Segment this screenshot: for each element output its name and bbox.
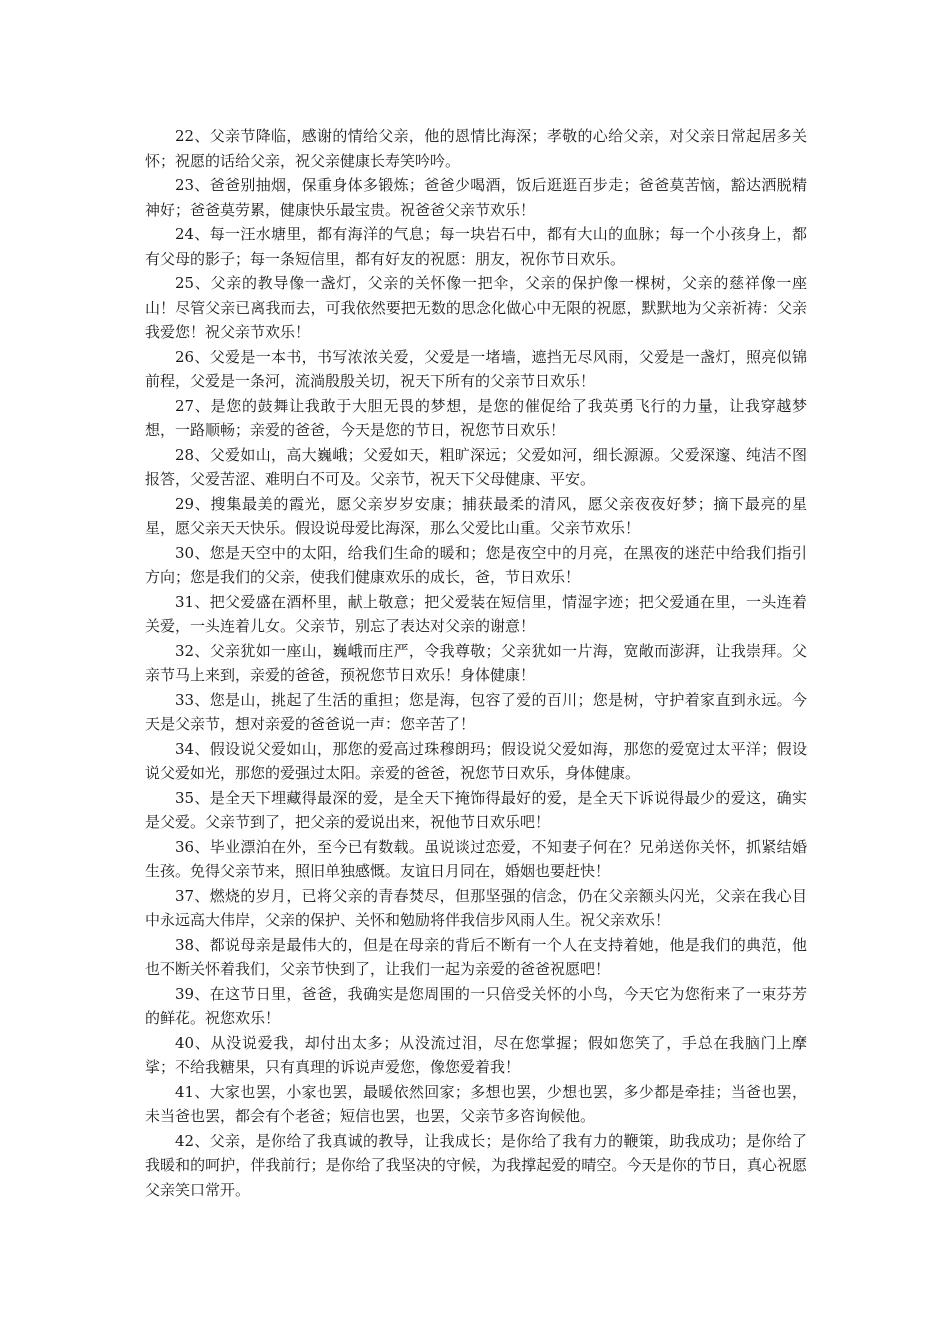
paragraph-25: 25、父亲的教导像一盏灯，父亲的关怀像一把伞，父亲的保护像一棵树，父亲的慈祥像一座山！尽管父亲已离我而去，可我依然要把无数的思念化做心中无限的祝愿，默默地为父亲祈祷：父亲我爱您！祝父亲节欢乐！ [145,274,807,341]
paragraph-24: 24、每一汪水塘里，都有海洋的气息；每一块岩石中，都有大山的血脉；每一个小孩身上，都有父母的影子；每一条短信里，都有好友的祝愿：朋友，祝你节日欢乐。 [145,225,807,268]
paragraph-29: 29、搜集最美的霞光，愿父亲岁岁安康；捕获最柔的清风，愿父亲夜夜好梦；摘下最亮的星星，愿父亲天天快乐。假设说母爱比海深，那么父爱比山重。父亲节欢乐！ [145,494,807,537]
paragraph-26: 26、父爱是一本书，书写浓浓关爱，父爱是一堵墙，遮挡无尽风雨，父爱是一盏灯，照亮似锦前程，父爱是一条河，流淌殷殷关切，祝天下所有的父亲节日欢乐！ [145,347,807,390]
document-page [145,124,807,1202]
paragraph-32: 32、父亲犹如一座山，巍峨而庄严，令我尊敬；父亲犹如一片海，宽敞而澎湃，让我崇拜。父亲节马上来到，亲爱的爸爸，预祝您节日欢乐！身体健康！ [145,641,807,684]
paragraph-34: 34、假设说父爱如山，那您的爱高过珠穆朗玛；假设说父爱如海，那您的爱宽过太平洋；假设说父爱如光，那您的爱强过太阳。亲爱的爸爸，祝您节日欢乐，身体健康。 [145,739,807,782]
paragraph-27: 27、是您的鼓舞让我敢于大胆无畏的梦想，是您的催促给了我英勇飞行的力量，让我穿越梦想，一路顺畅；亲爱的爸爸，今天是您的节日，祝您节日欢乐！ [145,396,807,439]
paragraph-40: 40、从没说爱我，却付出太多；从没流过泪，尽在您掌握；假如您笑了，手总在我脑门上摩挲；不给我糖果，只有真理的诉说声爱您，像您爱着我！ [145,1033,807,1076]
paragraph-30: 30、您是天空中的太阳，给我们生命的暖和；您是夜空中的月亮，在黑夜的迷茫中给我们指引方向；您是我们的父亲，使我们健康欢乐的成长，爸，节日欢乐！ [145,543,807,586]
paragraph-42: 42、父亲，是你给了我真诚的教导，让我成长；是你给了我有力的鞭策，助我成功；是你给了我暖和的呵护，伴我前行；是你给了我坚决的守候，为我撑起爱的晴空。今天是你的节日，真心祝愿父亲笑口常开。 [145,1131,807,1199]
paragraph-33: 33、您是山，挑起了生活的重担；您是海，包容了爱的百川；您是树，守护着家直到永远。今天是父亲节，想对亲爱的爸爸说一声：您辛苦了！ [145,690,807,733]
paragraph-37: 37、燃烧的岁月，已将父亲的青春焚尽，但那坚强的信念，仍在父亲额头闪光，父亲在我心目中永远高大伟岸，父亲的保护、关怀和勉励将伴我信步风雨人生。祝父亲欢乐！ [145,886,807,929]
paragraph-39: 39、在这节日里，爸爸，我确实是您周围的一只倍受关怀的小鸟，今天它为您衔来了一束芬芳的鲜花。祝您欢乐！ [145,984,807,1027]
paragraph-41: 41、大家也罢，小家也罢，最暖依然回家；多想也罢，少想也罢，多少都是牵挂；当爸也罢，未当爸也罢，都会有个老爸；短信也罢，也罢，父亲节多咨询候他。 [145,1082,807,1125]
paragraph-22: 22、父亲节降临，感谢的情给父亲，他的恩情比海深；孝敬的心给父亲，对父亲日常起居多关怀；祝愿的话给父亲，祝父亲健康长寿笑吟吟。 [145,127,807,170]
paragraph-36: 36、毕业漂泊在外，至今已有数载。虽说谈过恋爱，不知妻子何在？兄弟送你关怀，抓紧结婚生孩。免得父亲节来，照旧单独感慨。友谊日月同在，婚姻也要赶快！ [145,837,807,880]
paragraph-28: 28、父爱如山，高大巍峨；父爱如天，粗旷深远；父爱如河，细长源源。父爱深邃、纯洁不图报答，父爱苦涩、难明白不可及。父亲节，祝天下父母健康、平安。 [145,445,807,488]
paragraph-35: 35、是全天下埋藏得最深的爱，是全天下掩饰得最好的爱，是全天下诉说得最少的爱这，确实是父爱。父亲节到了，把父亲的爱说出来，祝他节日欢乐吧！ [145,788,807,831]
paragraph-23: 23、爸爸别抽烟，保重身体多锻炼；爸爸少喝酒，饭后逛逛百步走；爸爸莫苦恼，豁达洒脱精神好；爸爸莫劳累，健康快乐最宝贵。祝爸爸父亲节欢乐！ [145,176,807,219]
paragraph-31: 31、把父爱盛在酒杯里，献上敬意；把父爱装在短信里，情湿字迹；把父爱通在里，一头连着关爱，一头连着儿女。父亲节，别忘了表达对父亲的谢意！ [145,592,807,635]
paragraph-38: 38、都说母亲是最伟大的，但是在母亲的背后不断有一个人在支持着她，他是我们的典范，他也不断关怀着我们，父亲节快到了，让我们一起为亲爱的爸爸祝愿吧！ [145,935,807,978]
